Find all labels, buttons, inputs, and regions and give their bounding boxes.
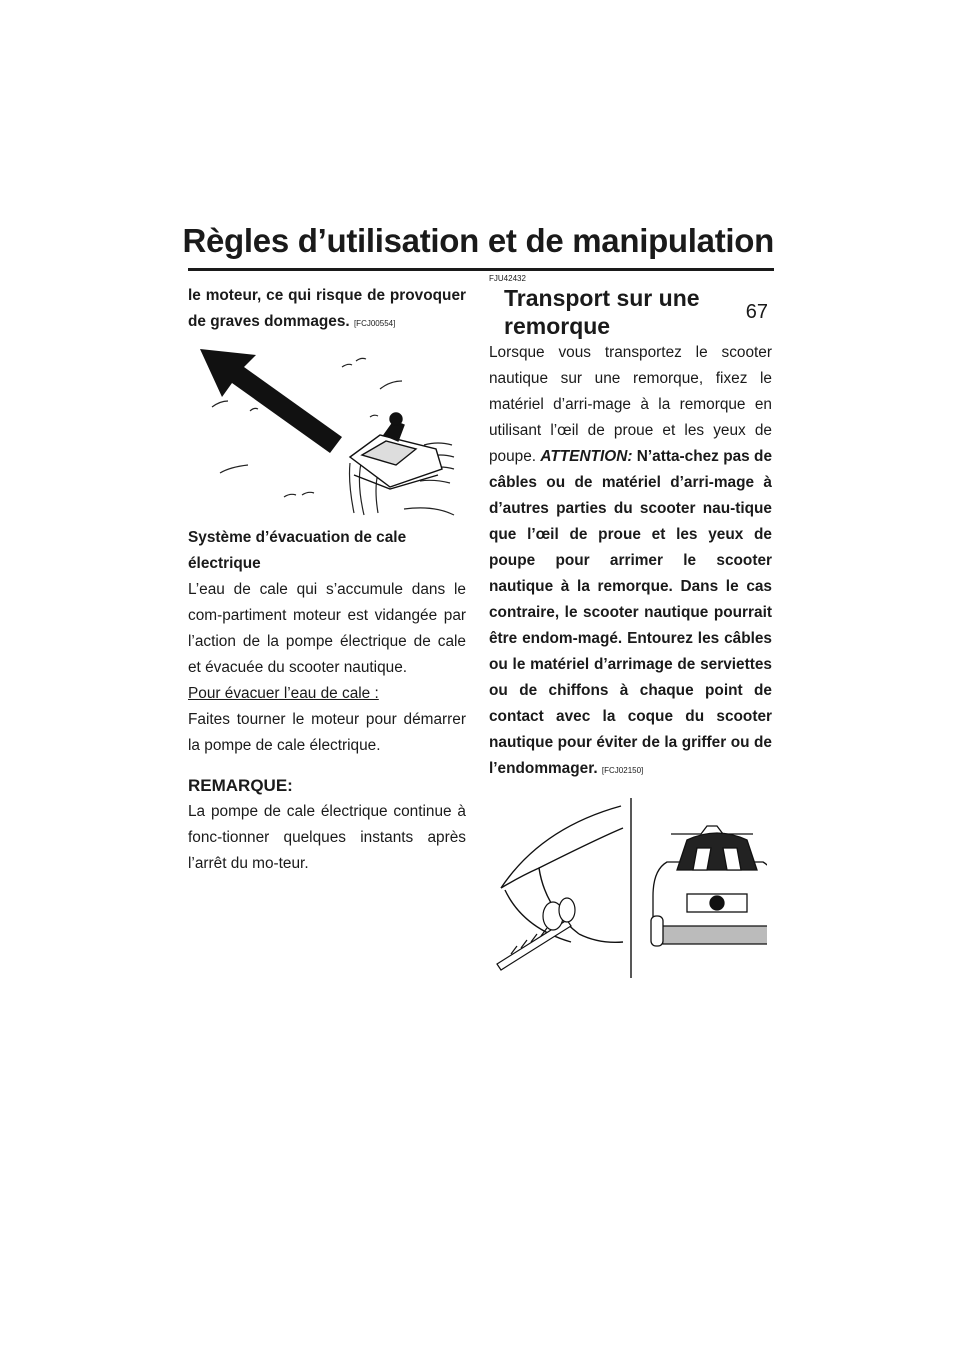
page-number: 67 [745,301,768,323]
watercraft-illustration [194,345,462,517]
attention-text: N’atta-chez pas de câbles ou de matériel d’arri-mage à d’autres parties du scooter nau-tique que l’œil de proue et les yeux de poupe pour arrimer le scooter nautique à la remorque. Dans le cas contraire, le scooter nautique pourrait être endom-magé. Entourez les câbles ou le matériel d’arrimage de serviettes ou de chiffons à chaque point de contact avec la coque du scooter nautique pour éviter de la griffer ou de l’endommager. [489,448,773,777]
intro-text: Lorsque vous transportez le scooter nautique sur une remorque, fixez le matériel d’arri-mage à la remorque en utilisant l’œil de proue et les yeux de poupe. [489,344,772,465]
page-title: Règles d’utilisation et de manipulation [182,222,774,259]
section-title: Transport sur une remorque [504,285,700,339]
note-heading: REMARQUE: [188,776,293,795]
procedure-text: Faites tourner le moteur pour démarrer la pompe de cale électrique. [188,711,466,754]
section-code: FJU42432 [489,274,526,283]
direction-arrow-icon [200,349,342,453]
hull-bow [501,806,621,888]
rope-icon [497,898,575,970]
trailer-text [489,340,772,784]
left-column [188,283,466,877]
tie-down-illustration [491,798,767,978]
right-column [489,274,772,978]
note-text: La pompe de cale électrique continue à fonc-tionner quelques instants après l’arrêt du mo-teur. [188,803,466,872]
warning-ref: [FCJ00554] [353,319,396,328]
procedure-heading: Pour évacuer l’eau de cale : [188,685,379,702]
bilge-heading: Système d’évacuation de cale électrique [188,529,407,572]
attention-label: ATTENTION: [540,448,633,465]
attention-ref: [FCJ02150] [601,766,644,775]
warning-continuation: le moteur, ce qui risque de provoquer de graves dommages. [FCJ00554] [188,287,466,330]
header-rule [188,268,774,271]
bilge-text: L’eau de cale qui s’accumule dans le com-partiment moteur est vidangée par l’action de la pompe électrique de cale et évacuée du scooter nautique. [188,581,466,676]
stern-view-icon [651,826,767,946]
